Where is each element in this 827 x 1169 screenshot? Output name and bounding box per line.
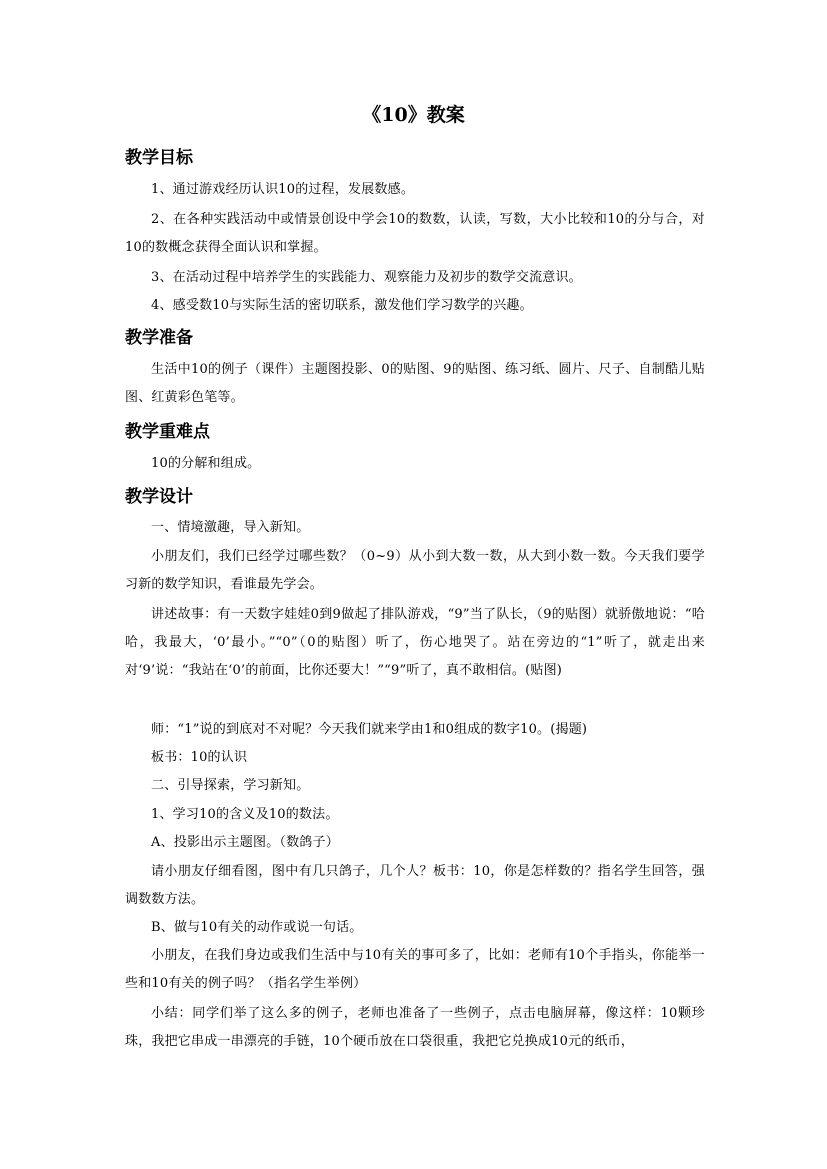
paragraph: 一、情境激趣，导入新知。 xyxy=(151,520,310,535)
paragraph: 小朋友，在我们身边或我们生活中与10有关的事可多了，比如：老师有10个手指头，你能举一些和10有关的例子吗？（指名学生举例） xyxy=(125,948,705,991)
paragraph: 4、感受数10与实际生活的密切联系，激发他们学习数学的兴趣。 xyxy=(151,298,533,313)
paragraph: 3、在活动过程中培养学生的实践能力、观察能力及初步的数学交流意识。 xyxy=(151,270,582,285)
paragraph: 板书：10的认识 xyxy=(151,750,248,765)
paragraph: A、投影出示主题图。（数鸽子） xyxy=(151,835,339,850)
section-heading-objectives: 教学目标 xyxy=(125,148,193,168)
section-heading-design: 教学设计 xyxy=(125,487,193,507)
document-title: 《10》教案 xyxy=(362,104,465,126)
paragraph: 小结：同学们举了这么多的例子，老师也准备了一些例子，点击电脑屏幕，像这样：10颗珍珠，我把它串成一串漂亮的手链，10个硬币放在口袋很重，我把它兑换成10元的纸币， xyxy=(125,1006,705,1049)
paragraph: 生活中10的例子（课件）主题图投影、0的贴图、9的贴图、练习纸、圆片、尺子、自制酷儿贴图、红黄彩色笔等。 xyxy=(125,362,705,405)
paragraph: 1、学习10的含义及10的数法。 xyxy=(151,807,339,822)
paragraph: 二、引导探索，学习新知。 xyxy=(151,778,310,793)
paragraph: 10的分解和组成。 xyxy=(151,456,261,471)
paragraph: 讲述故事：有一天数字娃娃0到9做起了排队游戏，“9”当了队长，（9的贴图）就骄傲地说：“哈哈，我最大，‘0’最小。”“0”（0的贴图）听了，伤心地哭了。站在旁边的“1”听了，就走出来对‘9’说：“我站在‘0’的前面，比你还要大！”“9”听了，真不敢相信。(贴图) xyxy=(125,607,705,678)
paragraph: 1、通过游戏经历认识10的过程，发展数感。 xyxy=(151,182,415,197)
section-heading-preparation: 教学准备 xyxy=(125,328,193,348)
paragraph: B、做与10有关的动作或说一句话。 xyxy=(151,920,363,935)
paragraph: 小朋友们，我们已经学过哪些数？（0~9）从小到大数一数，从大到小数一数。今天我们要学习新的数学知识，看谁最先学会。 xyxy=(125,549,705,592)
paragraph: 请小朋友仔细看图，图中有几只鸽子，几个人？板书：10，你是怎样数的？指名学生回答，强调数数方法。 xyxy=(125,864,705,907)
paragraph: 师：“1”说的到底对不对呢？今天我们就来学由1和0组成的数字10。(揭题) xyxy=(151,722,588,737)
section-heading-key-points: 教学重难点 xyxy=(125,422,210,442)
paragraph: 2、在各种实践活动中或情景创设中学会10的数数，认读，写数，大小比较和10的分与合，对10的数概念获得全面认识和掌握。 xyxy=(125,212,705,255)
